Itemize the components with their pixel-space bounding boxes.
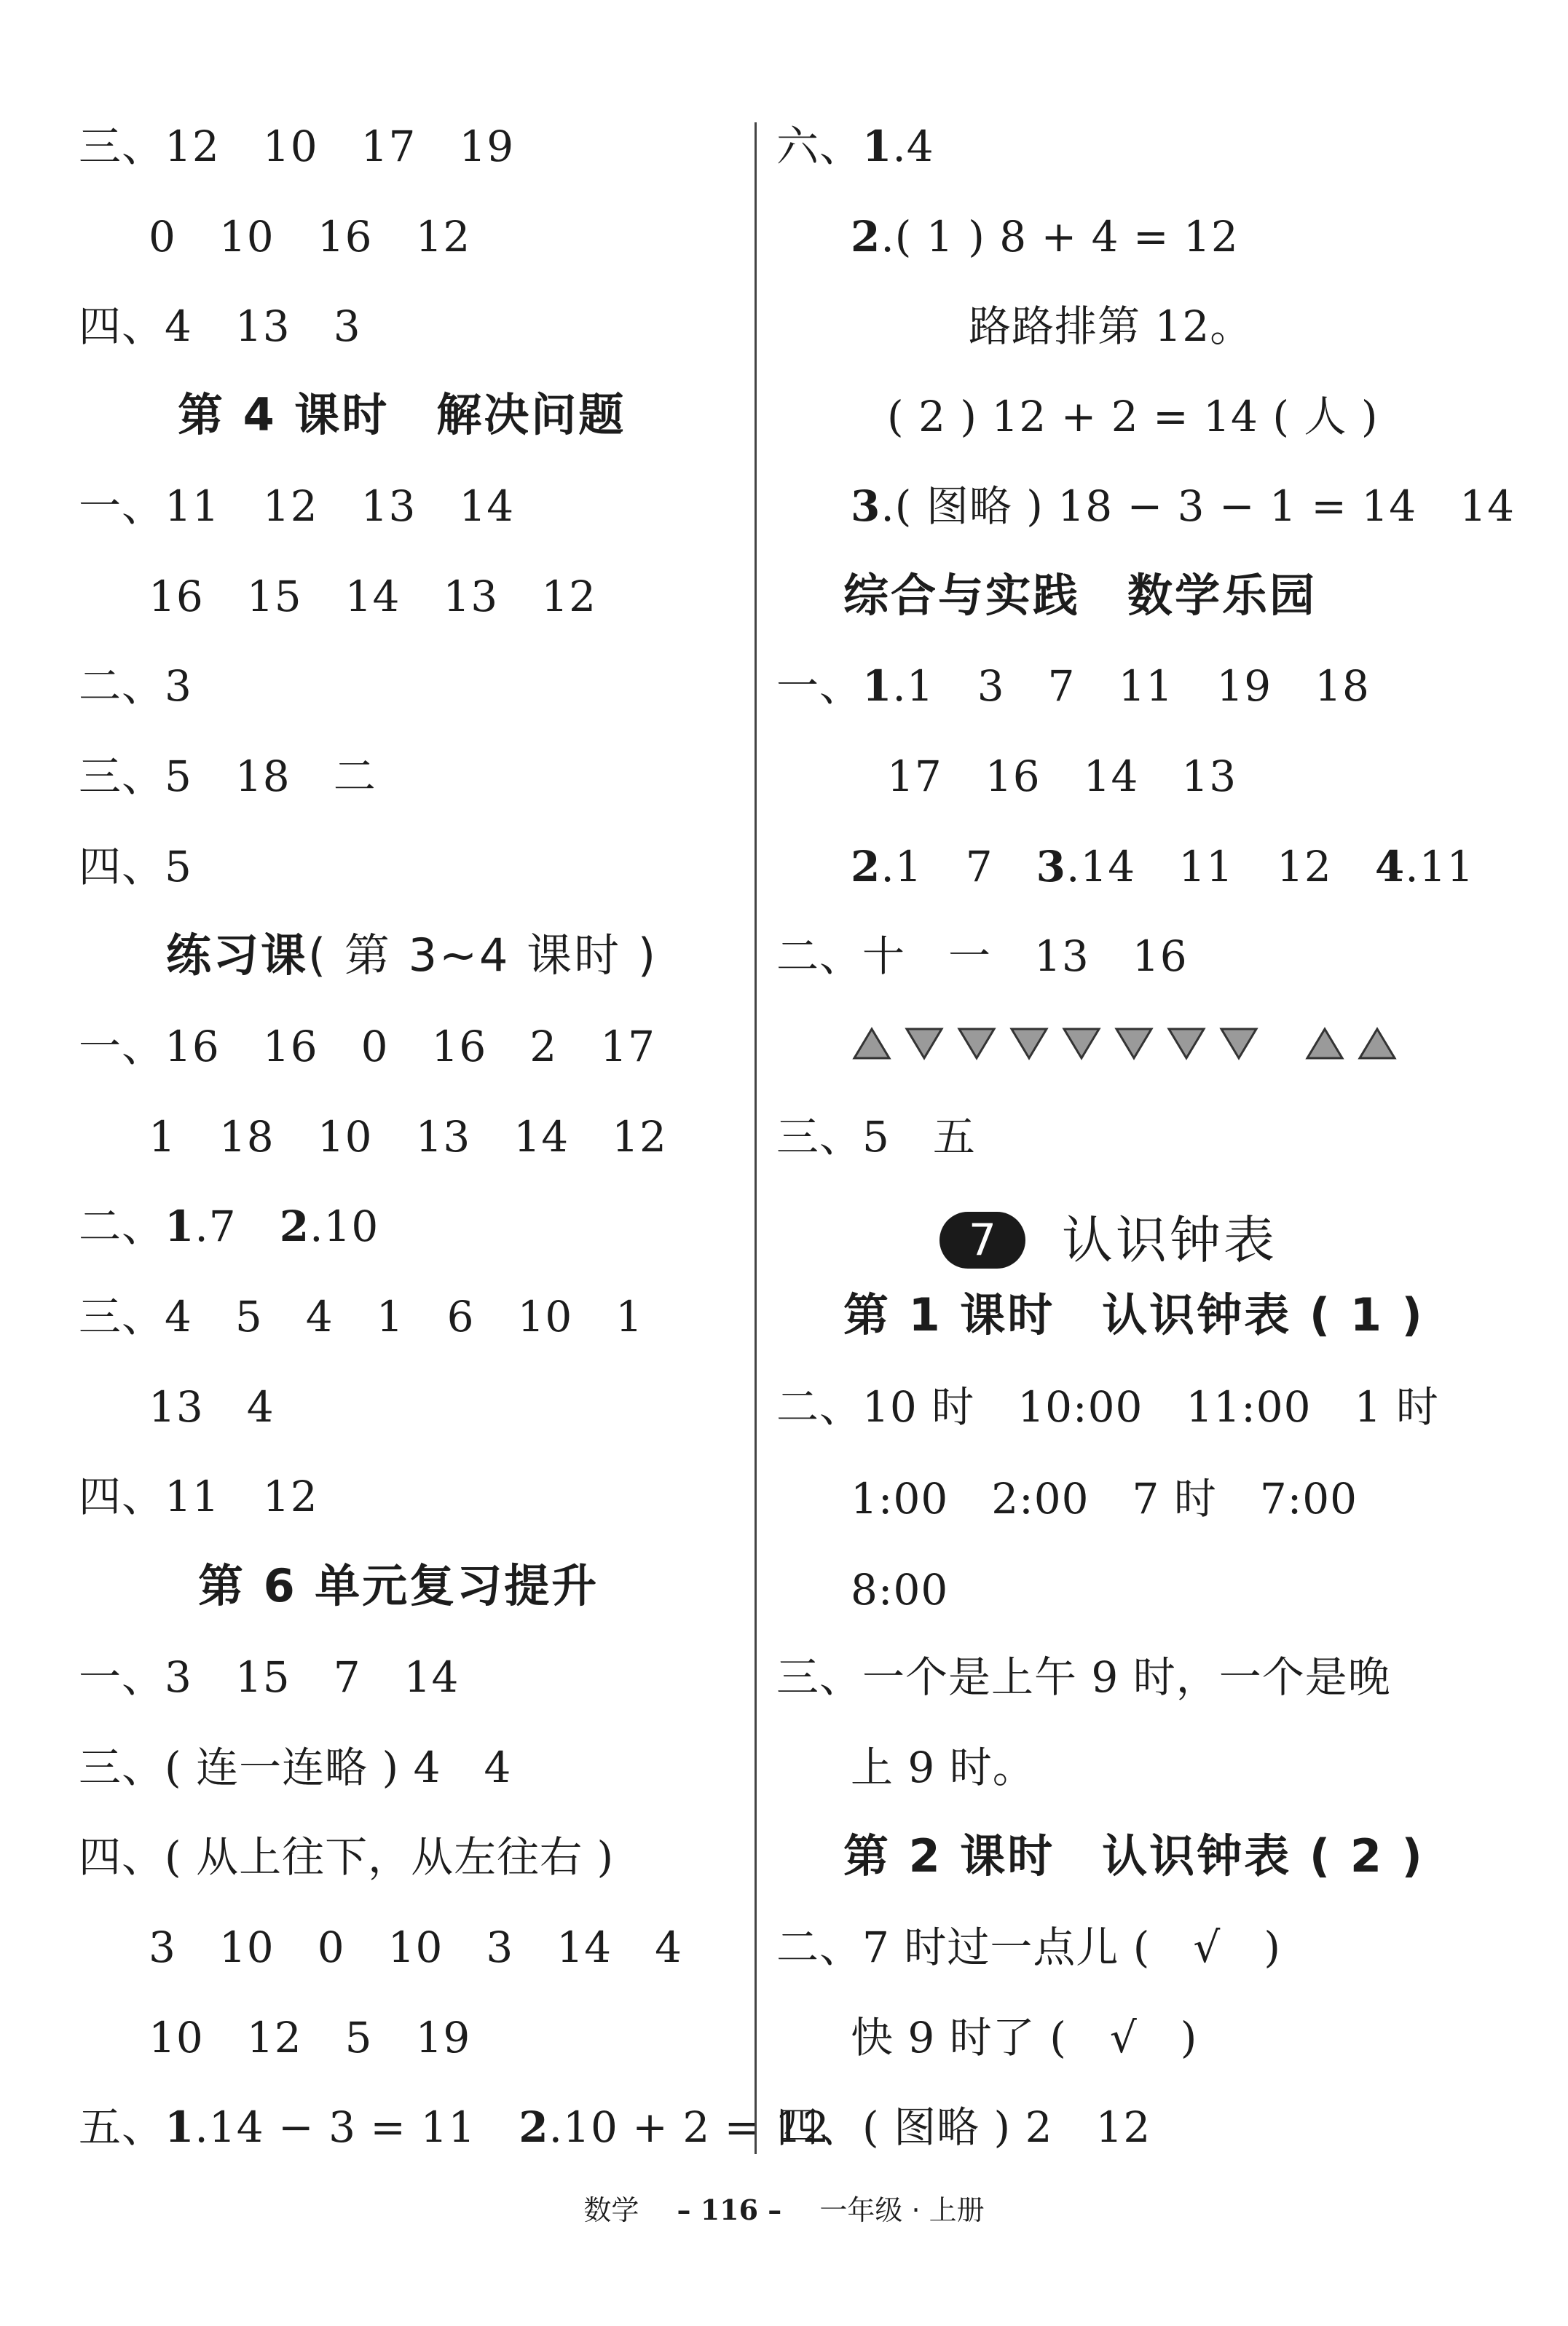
column-divider [755, 122, 757, 2154]
line-prefix: 一、 [776, 661, 863, 711]
triangle-down-icon [1167, 1027, 1206, 1060]
answer-line: 一、3 15 7 14 [79, 1652, 460, 1702]
triangle-up-icon [1305, 1027, 1344, 1060]
line-text: .4 [892, 122, 934, 171]
answer-line: 四、( 图略 ) 2 12 [776, 2102, 1151, 2152]
section-heading: 第 4 课时 解决问题 [178, 388, 626, 441]
answer-line: 二、10 时 10:00 11:00 1 时 [776, 1382, 1439, 1432]
item-number: 2 [519, 2102, 549, 2152]
line-prefix: 二、 [79, 1202, 165, 1251]
answer-line [851, 481, 1515, 532]
line-text: .( 图略 ) 18 − 3 − 1 = 14 14 [880, 481, 1515, 531]
line-text: .1 3 7 11 19 18 [892, 661, 1370, 711]
answer-line: 三、5 五 [776, 1112, 976, 1162]
answer-line: 13 4 [149, 1382, 275, 1432]
answer-line [851, 211, 1239, 262]
answer-line [79, 1201, 379, 1252]
answer-line: 8:00 [851, 1565, 949, 1615]
section-heading: 第 2 课时 认识钟表 ( 2 ) [843, 1829, 1425, 1883]
chapter-title: 认识钟表 [1062, 1210, 1277, 1270]
item-number: 1 [862, 661, 893, 711]
triangle-down-icon [1062, 1027, 1101, 1060]
answer-line: 16 15 14 13 12 [149, 572, 597, 621]
answer-line: 四、5 [79, 842, 192, 891]
answer-line: 二、7 时过一点儿 ( √ ) [776, 1923, 1281, 1972]
section-heading-sub: ( 第 3~4 课时 ) [308, 929, 658, 982]
line-text: .10 [310, 1202, 379, 1251]
answer-line: 三、( 连一连略 ) 4 4 [79, 1743, 512, 1792]
footer-subject: 数学 [583, 2194, 639, 2226]
line-prefix: 六、 [776, 122, 863, 171]
line-text: .10 + 2 = 12 [548, 2102, 830, 2152]
triangle-down-icon [1114, 1027, 1154, 1060]
answer-line: 一、11 12 13 14 [79, 481, 515, 531]
answer-line [776, 661, 1370, 711]
answer-line: 10 12 5 19 [149, 2013, 471, 2062]
section-heading: 第 6 单元复习提升 [198, 1559, 599, 1612]
answer-line: 一、16 16 0 16 2 17 [79, 1022, 656, 1071]
line-text: .( 1 ) 8 + 4 = 12 [880, 212, 1239, 261]
item-number: 2 [851, 842, 881, 891]
answer-line: 快 9 时了 ( √ ) [851, 2013, 1198, 2062]
line-text: .14 11 12 [1065, 842, 1375, 891]
line-text: .1 7 [880, 842, 1036, 891]
item-number: 4 [1374, 842, 1406, 891]
item-number: 3 [1036, 842, 1066, 891]
item-number: 2 [279, 1202, 310, 1251]
answer-line: 0 10 16 12 [149, 212, 471, 261]
answer-line [851, 841, 1474, 892]
page-footer [0, 2192, 1568, 2228]
section-heading [166, 928, 658, 983]
item-number: 2 [851, 212, 881, 261]
triangle-down-icon [1009, 1027, 1049, 1060]
answer-line: 四、4 13 3 [79, 301, 361, 351]
triangle-down-icon [957, 1027, 996, 1060]
answer-line: 二、十 一 13 16 [776, 931, 1188, 981]
answer-line: ( 2 ) 12 + 2 = 14 ( 人 ) [887, 392, 1379, 441]
line-text: .7 [194, 1202, 280, 1251]
triangle-up-icon [852, 1027, 891, 1060]
answer-line: 三、12 10 17 19 [79, 122, 515, 171]
answer-line: 三、5 18 二 [79, 752, 377, 801]
chapter-number-badge: 7 [939, 1212, 1025, 1269]
triangle-down-icon [1219, 1027, 1258, 1060]
answer-line: 四、11 12 [79, 1472, 318, 1521]
section-heading: 第 1 课时 认识钟表 ( 1 ) [843, 1288, 1425, 1341]
section-heading-main: 练习课 [166, 929, 309, 982]
section-heading: 综合与实践 数学乐园 [843, 569, 1317, 622]
answer-line: 路路排第 12。 [969, 301, 1253, 351]
item-number: 1 [165, 1202, 195, 1251]
answer-line: 上 9 时。 [851, 1743, 1036, 1792]
item-number: 1 [165, 2102, 195, 2152]
answer-line: 四、( 从上往下，从左往右 ) [79, 1832, 615, 1882]
answer-line: 1 18 10 13 14 12 [149, 1112, 667, 1162]
answer-line: 三、一个是上午 9 时，一个是晚 [776, 1652, 1391, 1702]
line-text: .11 [1405, 842, 1475, 891]
answer-line: 17 16 14 13 [887, 752, 1237, 801]
line-text: .14 − 3 = 11 [194, 2102, 519, 2152]
item-number: 3 [851, 481, 881, 531]
answer-line: 3 10 0 10 3 14 4 [149, 1923, 683, 1972]
answer-line [79, 2102, 830, 2153]
line-prefix: 五、 [79, 2102, 165, 2152]
footer-grade: 一年级 · 上册 [819, 2194, 985, 2226]
triangle-up-icon [1358, 1027, 1397, 1060]
item-number: 1 [862, 122, 893, 171]
answer-line: 1:00 2:00 7 时 7:00 [851, 1474, 1358, 1523]
triangle-down-icon [905, 1027, 944, 1060]
answer-line [776, 121, 934, 172]
page-number: – 116 – [677, 2193, 782, 2226]
answer-line: 三、4 5 4 1 6 10 1 [79, 1292, 644, 1341]
answer-line: 二、3 [79, 661, 192, 711]
